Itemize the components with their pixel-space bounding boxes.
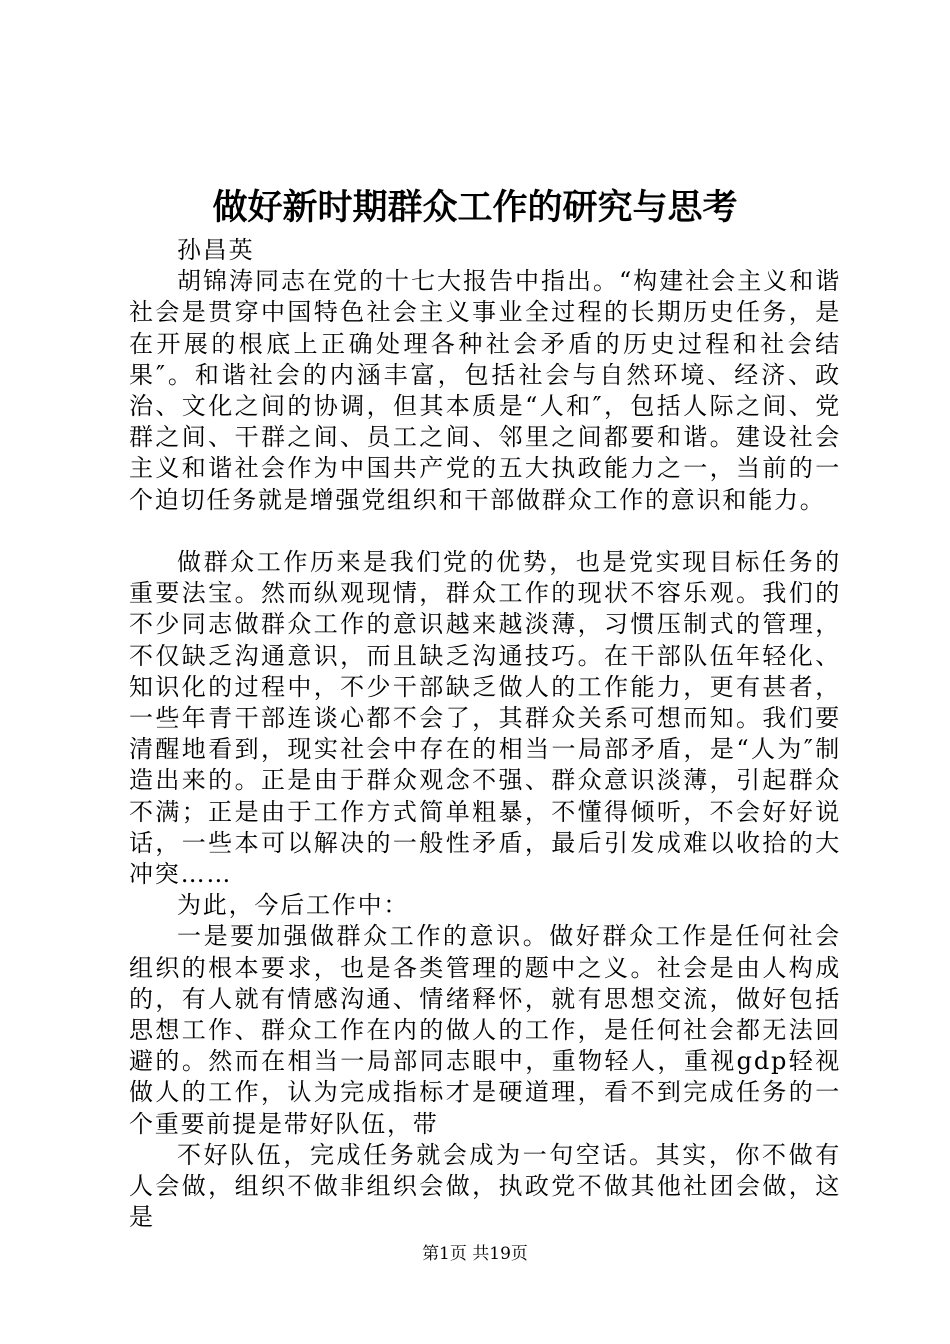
paragraph-2: 做群众工作历来是我们党的优势，也是党实现目标任务的重要法宝。然而纵观现情，群众工作的现状不容乐观。我们的不少同志做群众工作的意识越来越淡薄，习惯压制式的管理，不仅缺乏沟通意识，而且缺乏沟通技巧。在干部队伍年轻化、知识化的过程中，不少干部缺乏做人的工作能力，更有甚者，一些年青干部连谈心都不会了，其群众关系可想而知。我们要清醒地看到，现实社会中存在的相当一局部矛盾，是“人为″制造出来的。正是由于群众观念不强、群众意识淡薄，引起群众不满；正是由于工作方式简单粗暴，不懂得倾听，不会好好说话，一些本可以解决的一般性矛盾，最后引发成难以收拾的大冲突……	[129, 548, 841, 889]
author-name: 孙昌英	[177, 236, 255, 264]
page-number-footer: 第1页 共19页	[422, 1244, 528, 1264]
paragraph-5: 不好队伍，完成任务就会成为一句空话。其实，你不做有人会做，组织不做非组织会做，执政党不做其他社团会做，这是	[129, 1140, 841, 1232]
document-body	[129, 235, 841, 1233]
paragraph-1: 胡锦涛同志在党的十七大报告中指出。“构建社会主义和谐社会是贯穿中国特色社会主义事业全过程的长期历史任务，是在开展的根底上正确处理各种社会矛盾的历史过程和社会结果″。和谐社会的内涵丰富，包括社会与自然环境、经济、政治、文化之间的协调，但其本质是“人和″，包括人际之间、党群之间、干群之间、员工之间、邻里之间都要和谐。建设社会主义和谐社会作为中国共产党的五大执政能力之一，当前的一个迫切任务就是增强党组织和干部做群众工作的意识和能力。	[129, 267, 841, 514]
document-title: 做好新时期群众工作的研究与思考	[212, 187, 738, 228]
paragraph-3: 为此，今后工作中：	[177, 891, 410, 920]
paragraph-spacer	[129, 516, 841, 547]
paragraph-4: 一是要加强做群众工作的意识。做好群众工作是任何社会组织的根本要求，也是各类管理的题中之义。社会是由人构成的，有人就有情感沟通、情绪释怀，就有思想交流，做好包括思想工作、群众工作在内的做人的工作，是任何社会都无法回避的。然而在相当一局部同志眼中，重物轻人，重视gdp轻视做人的工作，认为完成指标才是硬道理，看不到完成任务的一个重要前提是带好队伍，带	[129, 922, 841, 1138]
